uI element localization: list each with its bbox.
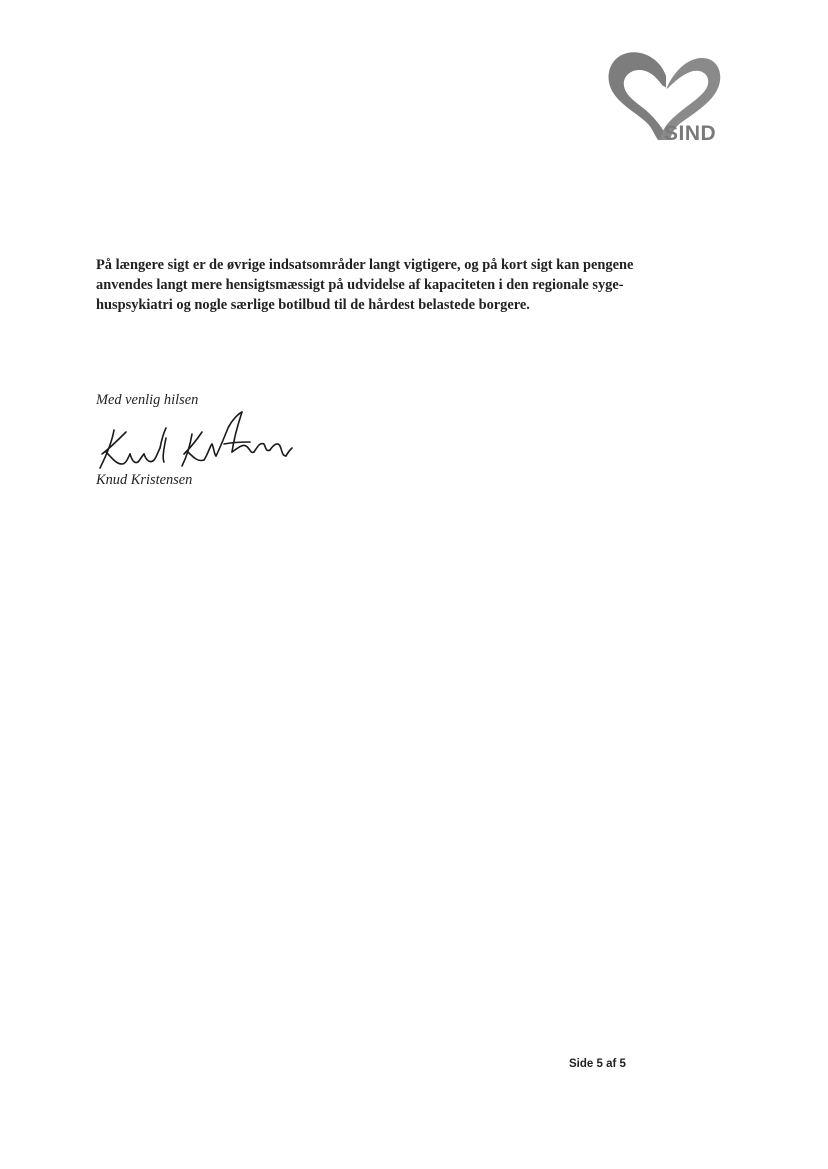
closing-greeting: Med venlig hilsen	[96, 392, 199, 408]
letter-paragraph	[96, 255, 656, 315]
paragraph-line: På længere sigt er de øvrige indsatsområder langt vigtigere, og på kort sigt kan pengene	[96, 257, 634, 273]
sind-logo	[600, 44, 726, 144]
signature-icon	[92, 408, 302, 478]
sind-heart-icon	[600, 44, 726, 144]
paragraph-line: anvendes langt mere hensigtsmæssigt på udvidelse af kapaciteten i den regionale syge-	[96, 277, 624, 293]
paragraph-line: huspsykiatri og nogle særlige botilbud til de hårdest belastede borgere.	[96, 297, 530, 313]
handwritten-signature	[92, 408, 302, 478]
sind-logo-text: SIND	[664, 122, 717, 144]
page-number: Side 5 af 5	[569, 1058, 626, 1070]
signer-name: Knud Kristensen	[96, 472, 193, 488]
